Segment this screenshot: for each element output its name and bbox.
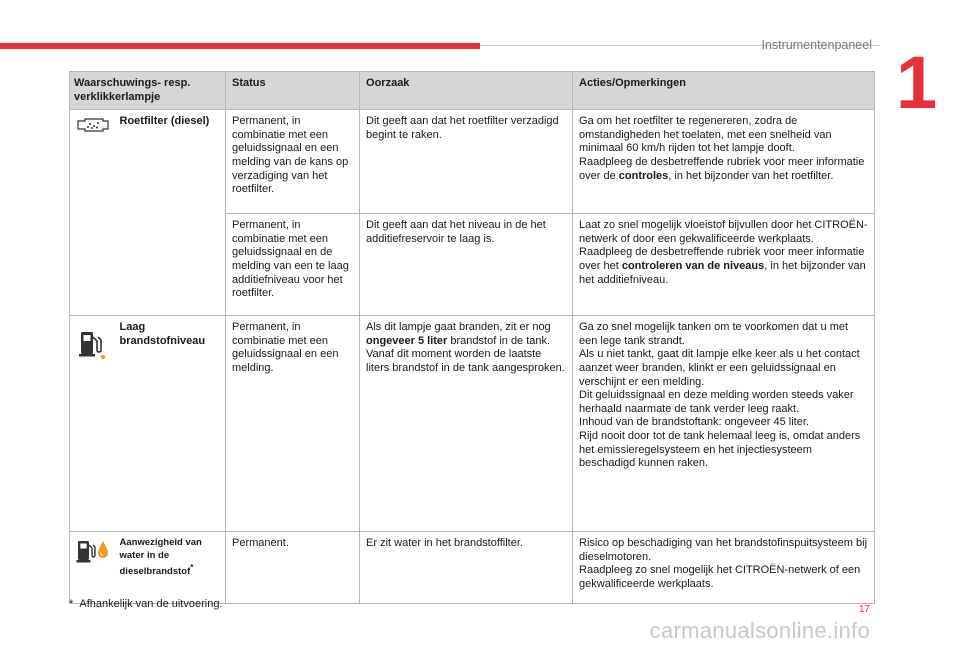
- action-text: Ga zo snel mogelijk tanken om te voorkomen dat u met een lege tank strandt.: [579, 321, 849, 347]
- action-text: Raadpleeg zo snel mogelijk het CITROËN-netwerk of een gekwalificeerde werkplaats.: [579, 564, 861, 590]
- cause-text-part: brandstof in de tank.: [447, 334, 551, 347]
- row-label-water-in-diesel: [114, 532, 226, 604]
- cause-text: [366, 321, 566, 348]
- action-text: Rijd nooit door tot de tank helemaal leeg is, omdat anders het emissieregelsysteem en het injectiesysteem beschadigd kunnen raken.: [579, 429, 861, 470]
- particle-filter-icon-cell: [70, 110, 114, 316]
- footnote-mark: *: [69, 598, 74, 610]
- action-text: Laat zo snel mogelijk vloeistof bijvullen door het CITROËN-netwerk of door een gekwalificeerde werkplaats.: [579, 219, 868, 245]
- warning-lights-table: [69, 71, 875, 604]
- status-cell: Permanent.: [226, 532, 360, 604]
- action-text-part: Raadpleeg de desbetreffende rubriek voor meer informatie over de: [579, 155, 865, 182]
- status-cell: Permanent, in combinatie met een geluidssignaal en een melding.: [226, 316, 360, 532]
- water-in-diesel-icon-cell: [70, 532, 114, 604]
- watermark: carmanualsonline.info: [649, 618, 870, 643]
- table-row-particle-filter-1: [70, 110, 875, 214]
- top-accent-bar: [0, 43, 480, 49]
- footnote-text: Afhankelijk van de uitvoering.: [79, 598, 223, 610]
- cause-text: Vanaf dit moment worden de laatste liters brandstof in de tank aangesproken.: [366, 348, 565, 374]
- actions-cell: [573, 316, 875, 532]
- cause-cell: Er zit water in het brandstoffilter.: [360, 532, 573, 604]
- status-cell: Permanent, in combinatie met een geluidssignaal en de melding van een te laag additiefniveau voor het roetfilter.: [226, 214, 360, 316]
- footnote: [69, 598, 223, 610]
- cause-cell: Dit geeft aan dat het roetfilter verzadigd begint te raken.: [360, 110, 573, 214]
- fuel-pump-icon: [77, 328, 107, 360]
- action-text: Ga om het roetfilter te regenereren, zodra de omstandigheden het toelaten, met een snelheid van minimaal 60 km/h rijden tot het lampje dooft.: [579, 115, 832, 155]
- row-label-particle-filter: Roetfilter (diesel): [114, 110, 226, 316]
- action-text: Als u niet tankt, gaat dit lampje elke keer als u het contact aanzet weer branden, klinkt er een geluidssignaal en verschijnt er een melding.: [579, 348, 860, 388]
- row-label-text: Aanwezigheid van water in de dieselbrandstof: [119, 537, 202, 578]
- footnote-mark: *: [190, 563, 194, 573]
- table-header-row: [70, 72, 875, 110]
- column-header-actions: Acties/Opmerkingen: [573, 72, 875, 110]
- actions-cell: [573, 214, 875, 316]
- page-number: 17: [858, 604, 870, 615]
- chapter-number: 1: [896, 41, 938, 124]
- action-text: [579, 156, 868, 183]
- cause-cell: [360, 316, 573, 532]
- fuel-pump-icon-cell: [70, 316, 114, 532]
- section-title: Instrumentenpaneel: [761, 38, 872, 52]
- action-text-part: , in het bijzonder van het roetfilter.: [668, 169, 834, 182]
- column-header-status: Status: [226, 72, 360, 110]
- status-cell: Permanent, in combinatie met een geluidssignaal en een melding van de kans op verzadiging van het roetfilter.: [226, 110, 360, 214]
- table-row-low-fuel: [70, 316, 875, 532]
- action-text-part: , in het bijzonder van het additiefniveau.: [579, 259, 866, 286]
- actions-cell: [573, 110, 875, 214]
- row-label-low-fuel: Laag brandstofniveau: [114, 316, 226, 532]
- action-text: Inhoud van de brandstoftank: ongeveer 45 liter.: [579, 416, 809, 429]
- cause-text-part: Als dit lampje gaat branden, zit er nog: [366, 321, 551, 334]
- particle-filter-icon: [76, 115, 110, 135]
- column-header-warning-light: Waarschuwings- resp. verklikkerlampje: [70, 72, 226, 110]
- action-text-part: Raadpleeg de desbetreffende rubriek voor meer informatie over het: [579, 246, 865, 272]
- action-link-niveaus: controleren van de niveaus: [621, 259, 765, 272]
- cause-highlight: ongeveer 5 liter: [366, 334, 448, 347]
- column-header-cause: Oorzaak: [360, 72, 573, 110]
- table-row-water-in-diesel: [70, 532, 875, 604]
- action-text: Dit geluidssignaal en deze melding worden steeds vaker herhaald naarmate de tank verder leeg raakt.: [579, 389, 854, 415]
- action-text: Risico op beschadiging van het brandstofinspuitsysteem bij dieselmotoren.: [579, 537, 868, 563]
- cause-cell: Dit geeft aan dat het niveau in de het additiefreservoir te laag is.: [360, 214, 573, 316]
- water-in-diesel-icon: [76, 537, 112, 565]
- action-text: [579, 246, 868, 287]
- action-link-controles: controles: [618, 169, 669, 182]
- actions-cell: [573, 532, 875, 604]
